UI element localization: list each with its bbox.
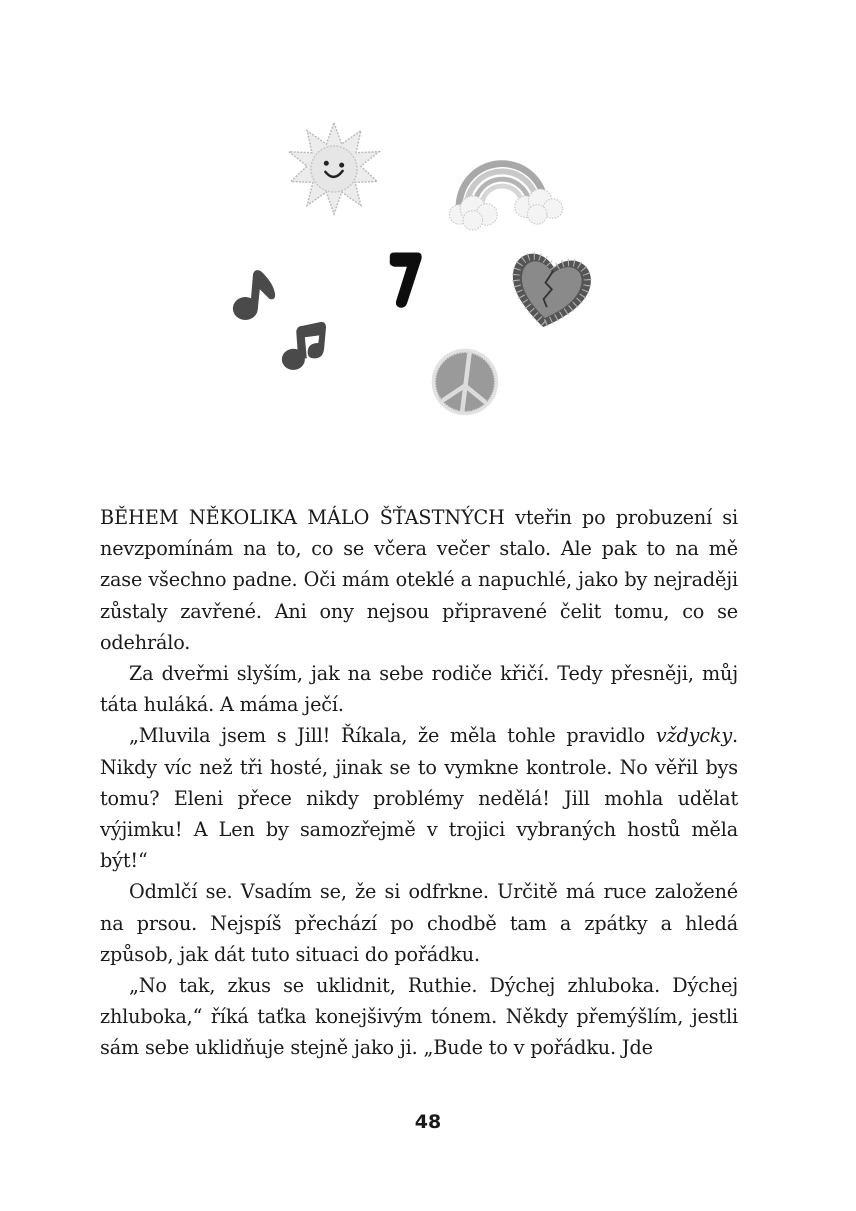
paragraph: [100, 720, 738, 876]
paragraph: Odmlčí se. Vsadím se, že si odfrkne. Určitě má ruce založené na prsou. Nejspíš přechází po chodbě tam a zpátky a hledá způsob, jak dát tuto situaci do pořádku.: [100, 880, 738, 966]
peace-sign-icon: [428, 346, 502, 418]
chapter-lead-in: BĚHEM NĚKOLIKA MÁLO ŠŤASTNÝCH: [100, 506, 505, 529]
paragraph-text: vteřin po probuzení si nevzpomínám na to, co se včera večer stalo. Ale pak to na mě zase všechno padne. Oči mám oteklé a napuchlé, jako by nejraději zůstaly zavřené. Ani ony nejsou připravené čelit tomu, co se odehrálo.: [100, 506, 738, 654]
paragraph: Za dveřmi slyším, jak na sebe rodiče křičí. Tedy přesněji, můj táta huláká. A máma ječí.: [100, 662, 738, 717]
chapter-header-illustrations: [0, 0, 856, 460]
paragraph: [100, 502, 738, 658]
rainbow-icon: [447, 150, 565, 232]
body-text: [100, 502, 738, 1064]
sun-icon: [286, 120, 382, 218]
paragraph-text: „Mluvila jsem s Jill! Říkala, že měla tohle pravidlo: [129, 724, 656, 748]
emphasized-word: vždycky: [655, 724, 733, 748]
chapter-number: [386, 250, 424, 310]
paragraph-text: . Nikdy víc než tři hosté, jinak se to vymkne kontrole. No věřil bys tomu? Eleni přece nikdy problémy nedělá! Jill mohla udělat výjimku! A Len by samozřejmě v trojici vybraných hostů měla být!“: [100, 724, 738, 873]
broken-heart-icon: [504, 242, 596, 336]
page-number: 48: [414, 1111, 442, 1133]
paragraph: „No tak, zkus se uklidnit, Ruthie. Dýchej zhluboka. Dýchej zhluboka,“ říká taťka konejšivým tónem. Někdy přemýšlím, jestli sám sebe uklidňuje stejně jako ji. „Bude to v pořádku. Jde: [100, 974, 738, 1060]
music-notes-icon: [230, 265, 326, 375]
